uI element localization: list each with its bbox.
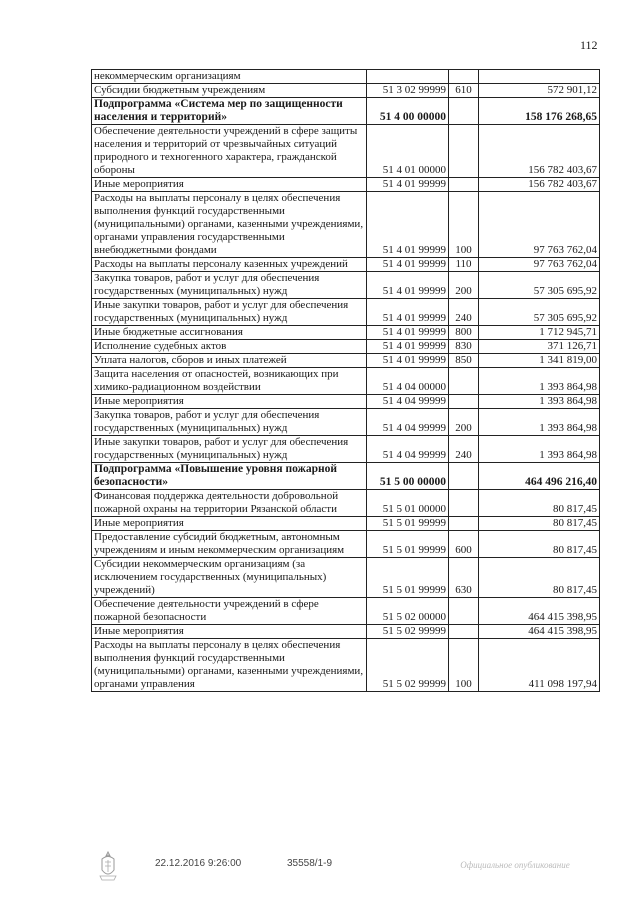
- row-code-cell: 51 5 01 99999: [367, 558, 449, 598]
- row-vr-cell: [449, 368, 479, 395]
- row-name-cell: Иные закупки товаров, работ и услуг для обеспечения государственных (муниципальных) нужд: [92, 436, 367, 463]
- row-code-cell: 51 4 01 99999: [367, 192, 449, 258]
- table-row: [92, 178, 600, 192]
- table-row: [92, 326, 600, 340]
- row-code-cell: 51 4 01 99999: [367, 326, 449, 340]
- row-vr-cell: 800: [449, 326, 479, 340]
- table-row: [92, 125, 600, 178]
- row-sum-cell: 464 415 398,95: [479, 625, 600, 639]
- row-code-cell: 51 4 04 00000: [367, 368, 449, 395]
- row-name-cell: Обеспечение деятельности учреждений в сфере пожарной безопасности: [92, 598, 367, 625]
- row-vr-cell: 200: [449, 272, 479, 299]
- row-name-cell: Расходы на выплаты персоналу в целях обеспечения выполнения функций государственными (муниципальными) органами, казенными учреждениями, органами управления: [92, 639, 367, 692]
- row-name-cell: Иные мероприятия: [92, 517, 367, 531]
- row-sum-cell: 156 782 403,67: [479, 125, 600, 178]
- row-code-cell: 51 5 01 99999: [367, 531, 449, 558]
- publication-stamp: Официальное опубликование: [460, 860, 570, 870]
- table-row: [92, 409, 600, 436]
- row-sum-cell: 80 817,45: [479, 531, 600, 558]
- row-vr-cell: 240: [449, 299, 479, 326]
- footer-doc-number: 35558/1-9: [287, 858, 333, 869]
- table-row: [92, 299, 600, 326]
- row-vr-cell: [449, 125, 479, 178]
- row-name-cell: Субсидии бюджетным учреждениям: [92, 84, 367, 98]
- table-row: [92, 517, 600, 531]
- row-name-cell: Подпрограмма «Повышение уровня пожарной безопасности»: [92, 463, 367, 490]
- row-code-cell: 51 4 01 99999: [367, 178, 449, 192]
- row-name-cell: некоммерческим организациям: [92, 70, 367, 84]
- row-sum-cell: 464 496 216,40: [479, 463, 600, 490]
- row-sum-cell: 80 817,45: [479, 490, 600, 517]
- table-row: [92, 558, 600, 598]
- table-row: [92, 625, 600, 639]
- row-vr-cell: 100: [449, 192, 479, 258]
- row-code-cell: 51 5 01 99999: [367, 517, 449, 531]
- row-vr-cell: [449, 70, 479, 84]
- table-row: [92, 84, 600, 98]
- row-name-cell: Подпрограмма «Система мер по защищенности населения и территорий»: [92, 98, 367, 125]
- row-sum-cell: 464 415 398,95: [479, 598, 600, 625]
- row-name-cell: Предоставление субсидий бюджетным, автономным учреждениям и иным некоммерческим организациям: [92, 531, 367, 558]
- row-sum-cell: 1 712 945,71: [479, 326, 600, 340]
- row-vr-cell: [449, 98, 479, 125]
- row-code-cell: 51 4 01 99999: [367, 272, 449, 299]
- row-vr-cell: [449, 625, 479, 639]
- seal-emblem: [97, 850, 119, 882]
- budget-table: [91, 69, 600, 692]
- table-row: [92, 436, 600, 463]
- row-sum-cell: 80 817,45: [479, 517, 600, 531]
- row-vr-cell: 100: [449, 639, 479, 692]
- table-row: [92, 463, 600, 490]
- row-code-cell: 51 3 02 99999: [367, 84, 449, 98]
- row-name-cell: Защита населения от опасностей, возникающих при химико-радиационном воздействии: [92, 368, 367, 395]
- row-vr-cell: [449, 178, 479, 192]
- table-row: [92, 639, 600, 692]
- row-sum-cell: 1 393 864,98: [479, 368, 600, 395]
- row-name-cell: Расходы на выплаты персоналу казенных учреждений: [92, 258, 367, 272]
- row-sum-cell: 80 817,45: [479, 558, 600, 598]
- row-name-cell: Субсидии некоммерческим организациям (за исключением государственных (муниципальных) учреждений): [92, 558, 367, 598]
- row-code-cell: 51 5 01 00000: [367, 490, 449, 517]
- row-code-cell: 51 5 02 99999: [367, 625, 449, 639]
- row-sum-cell: 1 393 864,98: [479, 395, 600, 409]
- row-name-cell: Закупка товаров, работ и услуг для обеспечения государственных (муниципальных) нужд: [92, 409, 367, 436]
- row-vr-cell: [449, 463, 479, 490]
- page-number: 112: [580, 38, 598, 52]
- table-row: [92, 340, 600, 354]
- table-row: [92, 192, 600, 258]
- row-vr-cell: 240: [449, 436, 479, 463]
- row-code-cell: 51 4 01 99999: [367, 340, 449, 354]
- row-name-cell: Закупка товаров, работ и услуг для обеспечения государственных (муниципальных) нужд: [92, 272, 367, 299]
- row-code-cell: 51 4 01 99999: [367, 258, 449, 272]
- row-vr-cell: 200: [449, 409, 479, 436]
- row-sum-cell: 156 782 403,67: [479, 178, 600, 192]
- row-vr-cell: 600: [449, 531, 479, 558]
- row-name-cell: Иные бюджетные ассигнования: [92, 326, 367, 340]
- row-name-cell: Иные мероприятия: [92, 178, 367, 192]
- row-vr-cell: 110: [449, 258, 479, 272]
- row-vr-cell: 610: [449, 84, 479, 98]
- row-vr-cell: [449, 598, 479, 625]
- table-row: [92, 70, 600, 84]
- row-name-cell: Расходы на выплаты персоналу в целях обеспечения выполнения функций государственными (муниципальными) органами, казенными учреждениями, органами управления государственными внебюджетными фондами: [92, 192, 367, 258]
- row-name-cell: Иные закупки товаров, работ и услуг для обеспечения государственных (муниципальных) нужд: [92, 299, 367, 326]
- row-name-cell: Иные мероприятия: [92, 625, 367, 639]
- row-sum-cell: 97 763 762,04: [479, 192, 600, 258]
- row-vr-cell: [449, 490, 479, 517]
- row-code-cell: 51 4 04 99999: [367, 436, 449, 463]
- row-code-cell: 51 4 01 99999: [367, 299, 449, 326]
- row-code-cell: 51 4 04 99999: [367, 395, 449, 409]
- row-code-cell: 51 4 01 99999: [367, 354, 449, 368]
- row-sum-cell: 572 901,12: [479, 84, 600, 98]
- row-code-cell: 51 5 00 00000: [367, 463, 449, 490]
- table-row: [92, 258, 600, 272]
- row-vr-cell: 630: [449, 558, 479, 598]
- table-row: [92, 531, 600, 558]
- row-name-cell: Финансовая поддержка деятельности добровольной пожарной охраны на территории Рязанской области: [92, 490, 367, 517]
- row-vr-cell: 830: [449, 340, 479, 354]
- row-name-cell: Иные мероприятия: [92, 395, 367, 409]
- table-row: [92, 395, 600, 409]
- row-code-cell: 51 5 02 99999: [367, 639, 449, 692]
- table-row: [92, 98, 600, 125]
- row-sum-cell: 1 393 864,98: [479, 436, 600, 463]
- row-sum-cell: 371 126,71: [479, 340, 600, 354]
- row-code-cell: [367, 70, 449, 84]
- row-code-cell: 51 4 04 99999: [367, 409, 449, 436]
- table-row: [92, 354, 600, 368]
- row-sum-cell: 1 341 819,00: [479, 354, 600, 368]
- footer-datetime: 22.12.2016 9:26:00: [155, 858, 242, 869]
- table-row: [92, 598, 600, 625]
- table-row: [92, 368, 600, 395]
- table-row: [92, 272, 600, 299]
- row-vr-cell: [449, 517, 479, 531]
- row-name-cell: Обеспечение деятельности учреждений в сфере защиты населения и территорий от чрезвычайных ситуаций природного и техногенного характера, гражданской обороны: [92, 125, 367, 178]
- row-code-cell: 51 4 00 00000: [367, 98, 449, 125]
- row-code-cell: 51 5 02 00000: [367, 598, 449, 625]
- row-vr-cell: [449, 395, 479, 409]
- row-sum-cell: 411 098 197,94: [479, 639, 600, 692]
- row-sum-cell: 57 305 695,92: [479, 272, 600, 299]
- row-sum-cell: 57 305 695,92: [479, 299, 600, 326]
- row-name-cell: Исполнение судебных актов: [92, 340, 367, 354]
- table-row: [92, 490, 600, 517]
- row-sum-cell: 1 393 864,98: [479, 409, 600, 436]
- row-code-cell: 51 4 01 00000: [367, 125, 449, 178]
- row-vr-cell: 850: [449, 354, 479, 368]
- row-sum-cell: [479, 70, 600, 84]
- row-sum-cell: 158 176 268,65: [479, 98, 600, 125]
- row-name-cell: Уплата налогов, сборов и иных платежей: [92, 354, 367, 368]
- row-sum-cell: 97 763 762,04: [479, 258, 600, 272]
